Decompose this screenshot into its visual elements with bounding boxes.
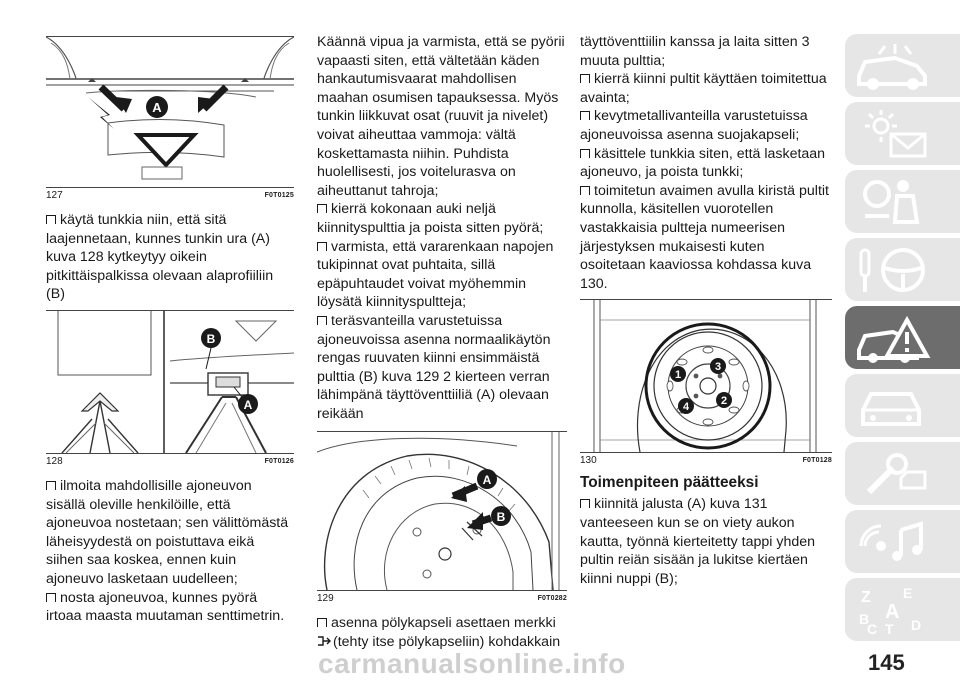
car-dashboard-icon	[855, 40, 935, 92]
figure-code: F0T0128	[802, 457, 832, 465]
bullet-icon	[317, 316, 327, 325]
watermark: carmanualsonline.info	[318, 648, 626, 679]
paragraph: kierrä kiinni pultit käyttäen toimitettua avainta;	[580, 71, 827, 106]
index-letter: C	[867, 621, 878, 636]
safety-airbag-icon	[855, 176, 935, 228]
svg-text:B: B	[206, 331, 216, 346]
car-maintenance-icon	[855, 380, 935, 432]
tab-car-maintenance[interactable]	[845, 374, 960, 437]
tab-wrench-car[interactable]	[845, 442, 960, 505]
paragraph: asenna pölykapseli asettaen merkki	[317, 614, 567, 633]
tab-lights-envelope[interactable]	[845, 102, 960, 165]
figure-128-illustration	[46, 311, 294, 453]
paragraph: Käännä vipua ja varmista, että se pyörii vapaasti siten, että vältetään käden hankautumisvaarat mahdollisen maahan osumisen tapauksessa. Myös tunkin liikkuvat osat (ruuvit ja nivelet) voivat aiheuttaa vammoja: vältä koskettamasta niihin. Puhdista huolellisesti, jos voitelurasva on aiheuttanut tahroja;	[317, 34, 565, 199]
figure-130	[580, 299, 832, 453]
column-1	[46, 0, 294, 626]
bullet-icon	[317, 618, 327, 627]
svg-text:3: 3	[714, 361, 722, 374]
figure-code: F0T0282	[537, 595, 567, 603]
figure-128-caption	[46, 456, 294, 467]
paragraph: varmista, että vararenkaan napojen tukipinnat ovat puhtaita, sillä epäpuhtaudet voivat myöhemmin löysätä kiinnityspultteja;	[317, 238, 554, 311]
figure-number: 127	[46, 190, 63, 201]
bullet-icon	[46, 481, 56, 490]
figure-code: F0T0125	[264, 192, 294, 199]
paragraph: toimitetun avaimen avulla kiristä pultit kunnolla, käsitellen vuorotellen vastakkaisia pultteja numeerisen järjestyksen mukaisesti kuten osoitetaan kaaviossa kohdassa kuva 130.	[580, 182, 829, 292]
figure-code: F0T0126	[264, 457, 294, 465]
bullet-icon	[580, 74, 590, 83]
multimedia-icon	[855, 516, 935, 568]
column-3	[580, 0, 832, 588]
svg-text:2: 2	[720, 395, 728, 408]
svg-text:4: 4	[682, 401, 690, 414]
paragraph: käytä tunkkia niin, että sitä laajennetaan, kunnes tunkin ura (A) kuva 128 kytkeytyy oikein pitkittäispalkissa olevaan alaprofiiliin (B)	[46, 212, 274, 303]
svg-text:A: A	[243, 397, 253, 412]
bullet-icon	[580, 186, 590, 195]
tab-emergency[interactable]	[845, 306, 960, 369]
figure-number: 128	[46, 455, 63, 467]
emergency-warning-icon	[855, 312, 935, 364]
tab-car-dashboard[interactable]	[845, 34, 960, 97]
chapter-sidebar	[845, 34, 960, 646]
bullet-icon	[580, 499, 590, 508]
page-number: 145	[868, 650, 905, 675]
column-2	[317, 0, 567, 652]
paragraph: kierrä kokonaan auki neljä kiinnityspulttia ja poista sitten pyörä;	[317, 201, 544, 236]
svg-text:A: A	[482, 473, 492, 488]
paragraph: teräsvanteilla varustetuissa ajoneuvoissa asenna normaalikäytön rengas ruuvaten kiinni ensimmäistä pulttia (B) kuva 129 2 kierteen verran lähimpänä täyttöventtiiliä (A) olevaan reikään	[317, 312, 551, 422]
index-letter: T	[885, 621, 894, 636]
figure-number: 129	[317, 593, 334, 605]
figure-129	[317, 431, 567, 591]
index-letter: D	[911, 617, 922, 633]
svg-text:1: 1	[674, 369, 682, 382]
figure-129-caption	[317, 593, 567, 604]
tab-key-steering[interactable]	[845, 238, 960, 301]
key-steering-wheel-icon	[855, 244, 935, 296]
svg-text:A: A	[152, 100, 162, 115]
paragraph: kiinnitä jalusta (A) kuva 131 vanteeseen kun se on viety aukon kautta, työnnä kierteitetty tappi yhden pultin reiän sisään ja lukitse kiertäen kiinni nuppi (B);	[580, 496, 816, 587]
hubcap-mark-icon	[317, 635, 331, 647]
bullet-icon	[580, 111, 590, 120]
figure-130-caption	[580, 455, 832, 466]
tab-safety[interactable]	[845, 170, 960, 233]
bullet-icon	[46, 593, 56, 602]
paragraph: nosta ajoneuvoa, kunnes pyörä irtoaa maasta muutaman senttimetrin.	[46, 589, 285, 625]
figure-128	[46, 310, 294, 454]
index-letter: Z	[861, 589, 871, 606]
index-letter: B	[859, 611, 870, 627]
paragraph: käsittele tunkkia siten, että lasketaan ajoneuvo, ja poista tunkki;	[580, 145, 826, 181]
paragraph: (tehty itse pölykapseliin) kohdakkain	[317, 633, 567, 652]
bullet-icon	[317, 242, 327, 251]
figure-129-illustration	[317, 432, 567, 590]
figure-127-caption	[46, 190, 294, 201]
paragraph: kevytmetallivanteilla varustetuissa ajoneuvoissa asenna suojakapseli;	[580, 108, 808, 143]
bullet-icon	[46, 215, 56, 224]
figure-130-illustration	[580, 300, 832, 452]
tab-multimedia[interactable]	[845, 510, 960, 573]
tab-alphabet-index[interactable]	[845, 578, 960, 641]
figure-127	[46, 36, 294, 188]
figure-number: 130	[580, 455, 597, 467]
index-letter: E	[903, 585, 913, 601]
section-heading: Toimenpiteen päätteeksi	[580, 474, 759, 492]
alphabet-index-icon	[855, 584, 935, 636]
paragraph: ilmoita mahdollisille ajoneuvon sisällä oleville henkilöille, että ajoneuvoa nostetaan; sen välittömästä läheisyydestä on poistuttava eikä siihen saa koskea, ennen kuin ajoneuvo lasketaan uudelleen;	[46, 477, 289, 587]
index-letter: A	[885, 601, 900, 623]
figure-127-illustration	[46, 37, 294, 187]
bullet-icon	[317, 204, 327, 213]
wrench-car-icon	[855, 448, 935, 500]
svg-text:B: B	[496, 510, 506, 525]
lights-envelope-icon	[855, 108, 935, 160]
paragraph: täyttöventtiilin kanssa ja laita sitten 3 muuta pulttia;	[580, 34, 810, 69]
bullet-icon	[580, 149, 590, 158]
